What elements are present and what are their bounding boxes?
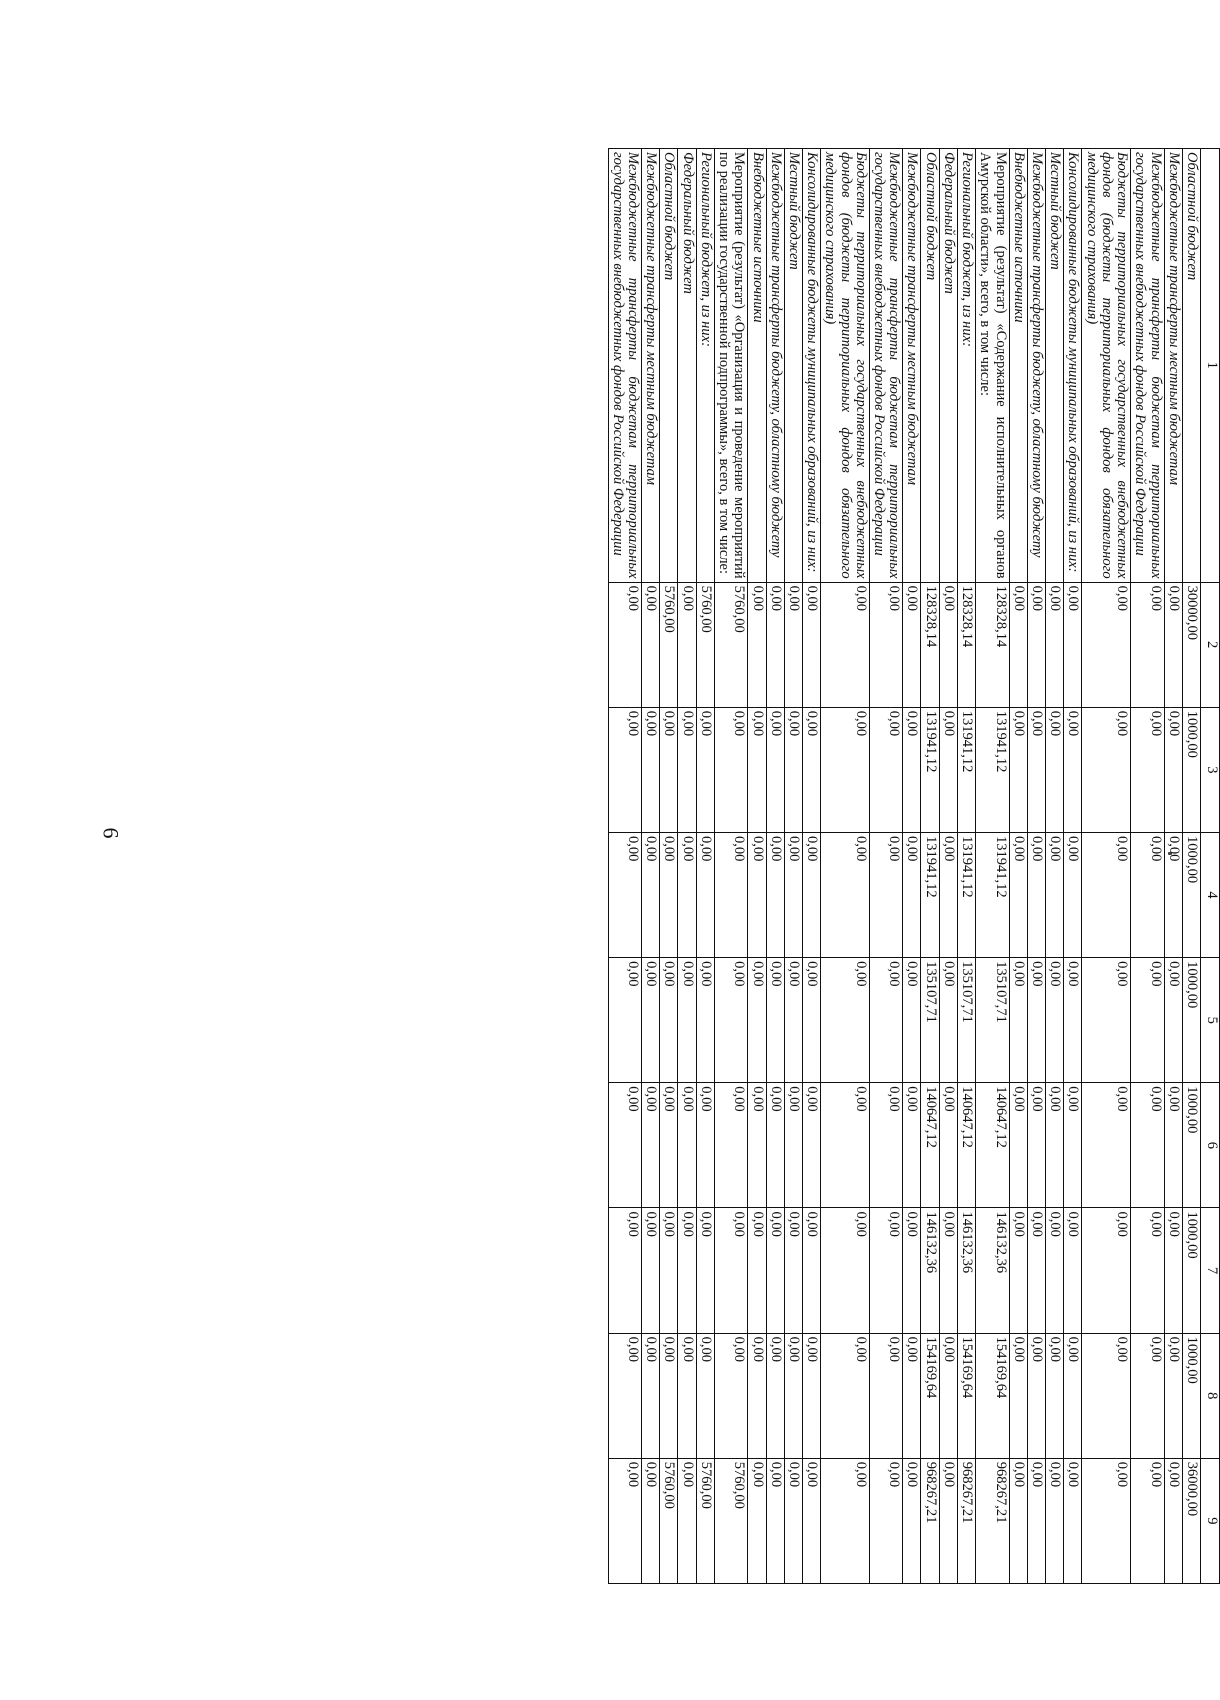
row-value: 0,00 — [1009, 1458, 1027, 1583]
row-value: 0,00 — [660, 1083, 678, 1208]
row-value: 0,00 — [660, 958, 678, 1083]
row-label: Местный бюджет — [784, 149, 802, 583]
row-value: 0,00 — [766, 1083, 784, 1208]
row-value: 0,00 — [678, 1208, 696, 1333]
row-value: 0,00 — [1046, 582, 1064, 707]
row-value: 0,00 — [660, 832, 678, 957]
row-value: 0,00 — [869, 832, 902, 957]
row-label: Региональный бюджет, из них: — [957, 149, 975, 583]
table-row — [802, 149, 820, 1584]
row-value: 1000,00 — [1182, 707, 1200, 832]
row-value: 0,00 — [1131, 1208, 1164, 1333]
row-value: 140647,12 — [921, 1083, 939, 1208]
column-header-8: 8 — [1201, 1333, 1220, 1458]
row-value: 0,00 — [1164, 1333, 1182, 1458]
row-label: Консолидированные бюджеты муниципальных образований, из них: — [1064, 149, 1082, 583]
column-header-3: 3 — [1201, 707, 1220, 832]
row-value: 0,00 — [1164, 1083, 1182, 1208]
row-value: 0,00 — [696, 1208, 714, 1333]
row-value: 0,00 — [714, 1083, 747, 1208]
row-value: 0,00 — [748, 582, 766, 707]
table-row — [660, 149, 678, 1584]
row-value: 0,00 — [802, 1208, 820, 1333]
row-value: 0,00 — [903, 1458, 921, 1583]
row-value: 5760,00 — [714, 1458, 747, 1583]
column-header-7: 7 — [1201, 1208, 1220, 1333]
row-value: 140647,12 — [957, 1083, 975, 1208]
row-value: 1000,00 — [1182, 832, 1200, 957]
row-value: 0,00 — [939, 1208, 957, 1333]
row-value: 128328,14 — [957, 582, 975, 707]
row-value: 0,00 — [748, 1208, 766, 1333]
row-value: 0,00 — [696, 1083, 714, 1208]
row-value: 5760,00 — [660, 582, 678, 707]
row-value: 131941,12 — [957, 707, 975, 832]
table-header-row — [1201, 149, 1220, 1584]
row-label: Межбюджетные трансферты бюджетам территориальных государственных внебюджетных фондов Российской Федерации — [869, 149, 902, 583]
row-value: 0,00 — [1046, 1458, 1064, 1583]
row-value: 0,00 — [1027, 832, 1045, 957]
table-row — [1046, 149, 1064, 1584]
row-value: 0,00 — [660, 1208, 678, 1333]
row-value: 0,00 — [642, 1083, 660, 1208]
table-body — [608, 149, 1200, 1584]
row-value: 0,00 — [1064, 582, 1082, 707]
row-value: 0,00 — [678, 958, 696, 1083]
row-value: 0,00 — [1082, 1458, 1131, 1583]
row-value: 0,00 — [748, 832, 766, 957]
row-value: 128328,14 — [976, 582, 1009, 707]
row-label: Областной бюджет — [1182, 149, 1200, 583]
row-value: 0,00 — [821, 1333, 870, 1458]
row-value: 0,00 — [939, 1333, 957, 1458]
row-label: Федеральный бюджет — [678, 149, 696, 583]
row-value: 128328,14 — [921, 582, 939, 707]
row-value: 0,00 — [1046, 832, 1064, 957]
row-value: 0,00 — [642, 958, 660, 1083]
row-value: 0,00 — [903, 707, 921, 832]
row-value: 0,00 — [766, 958, 784, 1083]
budget-table-container — [180, 148, 1220, 1584]
row-value: 131941,12 — [957, 832, 975, 957]
row-value: 968267,21 — [976, 1458, 1009, 1583]
table-row — [976, 149, 1009, 1584]
row-value: 0,00 — [939, 707, 957, 832]
column-header-6: 6 — [1201, 1083, 1220, 1208]
row-value: 0,00 — [1164, 1208, 1182, 1333]
table-row — [1027, 149, 1045, 1584]
row-label: Межбюджетные трансферты местным бюджетам — [1164, 149, 1182, 583]
row-value: 0,00 — [642, 582, 660, 707]
row-value: 0,00 — [608, 582, 641, 707]
row-value: 0,00 — [784, 1083, 802, 1208]
row-value: 0,00 — [660, 707, 678, 832]
row-value: 0,00 — [802, 1083, 820, 1208]
row-value: 0,00 — [766, 707, 784, 832]
row-value: 0,00 — [714, 832, 747, 957]
row-value: 0,00 — [1027, 582, 1045, 707]
row-value: 0,00 — [821, 582, 870, 707]
row-value: 0,00 — [821, 1083, 870, 1208]
row-value: 131941,12 — [976, 832, 1009, 957]
row-value: 0,00 — [1131, 582, 1164, 707]
row-value: 1000,00 — [1182, 1333, 1200, 1458]
row-value: 0,00 — [802, 1458, 820, 1583]
row-value: 0,00 — [784, 1458, 802, 1583]
row-value: 0,00 — [696, 958, 714, 1083]
row-value: 0,00 — [1131, 1458, 1164, 1583]
row-value: 0,00 — [608, 707, 641, 832]
row-value: 0,00 — [903, 1083, 921, 1208]
row-value: 0,00 — [939, 832, 957, 957]
row-value: 968267,21 — [921, 1458, 939, 1583]
row-label: Межбюджетные трансферты бюджету, областному бюджету — [1027, 149, 1045, 583]
row-value: 5760,00 — [696, 582, 714, 707]
row-value: 0,00 — [748, 958, 766, 1083]
row-value: 0,00 — [1009, 707, 1027, 832]
row-value: 0,00 — [869, 1333, 902, 1458]
table-row — [921, 149, 939, 1584]
row-value: 0,00 — [784, 958, 802, 1083]
row-value: 0,00 — [1027, 1083, 1045, 1208]
row-value: 0,00 — [766, 1208, 784, 1333]
row-value: 5760,00 — [696, 1458, 714, 1583]
row-value: 0,00 — [1027, 1458, 1045, 1583]
table-row — [869, 149, 902, 1584]
row-value: 1000,00 — [1182, 1083, 1200, 1208]
row-value: 131941,12 — [976, 707, 1009, 832]
row-value: 0,00 — [714, 707, 747, 832]
row-value: 0,00 — [903, 1208, 921, 1333]
table-row — [821, 149, 870, 1584]
table-row — [1064, 149, 1082, 1584]
row-value: 0,00 — [939, 1458, 957, 1583]
row-value: 154169,64 — [957, 1333, 975, 1458]
row-value: 0,00 — [642, 1208, 660, 1333]
row-value: 0,00 — [642, 707, 660, 832]
row-value: 0,00 — [821, 1208, 870, 1333]
row-value: 0,00 — [608, 958, 641, 1083]
row-value: 0,00 — [903, 1333, 921, 1458]
table-row — [1182, 149, 1200, 1584]
row-value: 0,00 — [1027, 1333, 1045, 1458]
row-value: 0,00 — [1046, 707, 1064, 832]
row-value: 135107,71 — [976, 958, 1009, 1083]
row-value: 0,00 — [939, 958, 957, 1083]
row-value: 30000,00 — [1182, 582, 1200, 707]
row-label: Межбюджетные трансферты бюджетам территориальных государственных внебюджетных фондов Российской Федерации — [1131, 149, 1164, 583]
table-row — [714, 149, 747, 1584]
table-row — [608, 149, 641, 1584]
row-value: 0,00 — [1009, 1083, 1027, 1208]
page-number: 6 — [98, 827, 124, 839]
row-value: 0,00 — [1046, 1083, 1064, 1208]
row-value: 0,00 — [608, 1208, 641, 1333]
row-value: 154169,64 — [976, 1333, 1009, 1458]
row-value: 0,00 — [766, 832, 784, 957]
row-value: 0,00 — [1082, 582, 1131, 707]
row-value: 0,00 — [869, 1208, 902, 1333]
row-value: 0,00 — [608, 832, 641, 957]
row-value: 0,00 — [1164, 832, 1182, 957]
row-value: 140647,12 — [976, 1083, 1009, 1208]
row-value: 0,00 — [802, 1333, 820, 1458]
row-value: 0,00 — [696, 707, 714, 832]
row-value: 0,00 — [678, 832, 696, 957]
row-value: 0,00 — [802, 582, 820, 707]
row-value: 131941,12 — [921, 832, 939, 957]
row-value: 0,00 — [1131, 1083, 1164, 1208]
row-value: 0,00 — [678, 1083, 696, 1208]
row-value: 0,00 — [1064, 1208, 1082, 1333]
row-value: 0,00 — [1046, 958, 1064, 1083]
row-value: 0,00 — [714, 958, 747, 1083]
row-value: 0,00 — [1164, 1458, 1182, 1583]
row-value: 0,00 — [802, 958, 820, 1083]
row-value: 968267,21 — [957, 1458, 975, 1583]
row-label: Межбюджетные трансферты местным бюджетам — [903, 149, 921, 583]
row-value: 0,00 — [678, 582, 696, 707]
row-value: 0,00 — [678, 1333, 696, 1458]
row-value: 0,00 — [903, 958, 921, 1083]
row-value: 0,00 — [802, 832, 820, 957]
row-value: 135107,71 — [921, 958, 939, 1083]
row-value: 0,00 — [821, 958, 870, 1083]
row-label: Бюджеты территориальных государственных внебюджетных фондов (бюджеты территориальных фондов обязательного медицинского страхования) — [821, 149, 870, 583]
row-label: Внебюджетные источники — [748, 149, 766, 583]
row-value: 5760,00 — [714, 582, 747, 707]
row-value: 0,00 — [1064, 1083, 1082, 1208]
row-value: 0,00 — [1082, 832, 1131, 957]
row-value: 0,00 — [1027, 707, 1045, 832]
row-value: 36000,00 — [1182, 1458, 1200, 1583]
row-value: 146132,36 — [976, 1208, 1009, 1333]
row-value: 1000,00 — [1182, 1208, 1200, 1333]
row-value: 0,00 — [766, 582, 784, 707]
row-value: 0,00 — [903, 832, 921, 957]
row-value: 0,00 — [869, 958, 902, 1083]
row-value: 0,00 — [714, 1333, 747, 1458]
row-label: Областной бюджет — [921, 149, 939, 583]
row-value: 0,00 — [642, 1458, 660, 1583]
table-row — [957, 149, 975, 1584]
row-value: 0,00 — [903, 582, 921, 707]
table-row — [642, 149, 660, 1584]
row-value: 0,00 — [821, 832, 870, 957]
row-value: 0,00 — [678, 1458, 696, 1583]
row-label: Межбюджетные трансферты местным бюджетам — [642, 149, 660, 583]
row-value: 146132,36 — [957, 1208, 975, 1333]
row-label: Внебюджетные источники — [1009, 149, 1027, 583]
row-value: 0,00 — [869, 582, 902, 707]
row-value: 0,00 — [660, 1333, 678, 1458]
row-value: 0,00 — [784, 1333, 802, 1458]
table-row — [1131, 149, 1164, 1584]
row-value: 1000,00 — [1182, 958, 1200, 1083]
row-value: 0,00 — [1009, 1333, 1027, 1458]
row-value: 0,00 — [1027, 958, 1045, 1083]
row-value: 0,00 — [1009, 582, 1027, 707]
table-row — [696, 149, 714, 1584]
column-header-4: 4 — [1201, 832, 1220, 957]
row-value: 0,00 — [696, 832, 714, 957]
row-value: 0,00 — [678, 707, 696, 832]
row-value: 0,00 — [748, 707, 766, 832]
row-value: 0,00 — [1027, 1208, 1045, 1333]
row-label: Местный бюджет — [1046, 149, 1064, 583]
row-value: 0,00 — [1131, 1333, 1164, 1458]
row-value: 0,00 — [821, 1458, 870, 1583]
column-header-5: 5 — [1201, 958, 1220, 1083]
row-value: 135107,71 — [957, 958, 975, 1083]
row-label: Консолидированные бюджеты муниципальных образований, из них: — [802, 149, 820, 583]
row-value: 0,00 — [1082, 1083, 1131, 1208]
row-label: Мероприятие (результат) «Организация и проведение мероприятий по реализации государственной подпрограммы», всего, в том числе: — [714, 149, 747, 583]
row-label: Федеральный бюджет — [939, 149, 957, 583]
row-value: 154169,64 — [921, 1333, 939, 1458]
row-value: 0,00 — [608, 1333, 641, 1458]
row-value: 0,00 — [939, 1083, 957, 1208]
budget-table — [608, 148, 1220, 1584]
column-header-1: 1 — [1201, 149, 1220, 583]
row-label: Бюджеты территориальных государственных внебюджетных фондов (бюджеты территориальных фондов обязательного медицинского страхования) — [1082, 149, 1131, 583]
row-value: 0,00 — [1064, 707, 1082, 832]
row-value: 0,00 — [1064, 958, 1082, 1083]
row-value: 0,00 — [869, 1458, 902, 1583]
row-value: 0,00 — [642, 1333, 660, 1458]
row-value: 0,00 — [1082, 958, 1131, 1083]
table-row — [766, 149, 784, 1584]
row-label: Областной бюджет — [660, 149, 678, 583]
row-value: 146132,36 — [921, 1208, 939, 1333]
table-row — [1009, 149, 1027, 1584]
table-row — [903, 149, 921, 1584]
row-value: 131941,12 — [921, 707, 939, 832]
table-row — [784, 149, 802, 1584]
row-value: 0,00 — [869, 1083, 902, 1208]
table-row — [1082, 149, 1131, 1584]
row-value: 0,00 — [784, 582, 802, 707]
row-value: 0,00 — [1082, 707, 1131, 832]
row-value: 0,00 — [714, 1208, 747, 1333]
table-row — [748, 149, 766, 1584]
table-row — [939, 149, 957, 1584]
row-value: 0,00 — [608, 1083, 641, 1208]
row-value: 0,00 — [1009, 958, 1027, 1083]
row-value: 0,00 — [784, 1208, 802, 1333]
row-value: 0,00 — [748, 1458, 766, 1583]
row-value: 0,00 — [608, 1458, 641, 1583]
row-value: 0,00 — [1164, 707, 1182, 832]
column-header-9: 9 — [1201, 1458, 1220, 1583]
row-value: 0,00 — [1009, 832, 1027, 957]
row-value: 0,00 — [869, 707, 902, 832]
table-row — [1164, 149, 1182, 1584]
row-value: 0,00 — [821, 707, 870, 832]
row-value: 0,00 — [784, 832, 802, 957]
row-value: 0,00 — [1064, 1333, 1082, 1458]
row-label: Межбюджетные трансферты бюджету, областному бюджету — [766, 149, 784, 583]
row-label: Межбюджетные трансферты бюджетам территориальных государственных внебюджетных фондов Российской Федерации — [608, 149, 641, 583]
row-value: 0,00 — [1064, 1458, 1082, 1583]
row-value: 0,00 — [1082, 1208, 1131, 1333]
row-value: 0,00 — [1131, 958, 1164, 1083]
row-label: Региональный бюджет, из них: — [696, 149, 714, 583]
row-value: 5760,00 — [660, 1458, 678, 1583]
row-value: 0,00 — [766, 1458, 784, 1583]
row-value: 0,00 — [1164, 582, 1182, 707]
row-value: 0,00 — [1164, 958, 1182, 1083]
row-value: 0,00 — [766, 1333, 784, 1458]
row-value: 0,00 — [784, 707, 802, 832]
row-value: 0,00 — [1046, 1208, 1064, 1333]
row-value: 0,00 — [1131, 832, 1164, 957]
row-label: Мероприятие (результат) «Содержание исполнительных органов Амурской области», всего, в том числе: — [976, 149, 1009, 583]
row-value: 0,00 — [802, 707, 820, 832]
row-value: 0,00 — [696, 1333, 714, 1458]
table-row — [678, 149, 696, 1584]
row-value: 0,00 — [642, 832, 660, 957]
row-value: 0,00 — [1082, 1333, 1131, 1458]
row-value: 0,00 — [939, 582, 957, 707]
row-value: 0,00 — [748, 1333, 766, 1458]
row-value: 0,00 — [748, 1083, 766, 1208]
column-header-2: 2 — [1201, 582, 1220, 707]
row-value: 0,00 — [1046, 1333, 1064, 1458]
row-value: 0,00 — [1064, 832, 1082, 957]
row-value: 0,00 — [1131, 707, 1164, 832]
row-value: 0,00 — [1009, 1208, 1027, 1333]
